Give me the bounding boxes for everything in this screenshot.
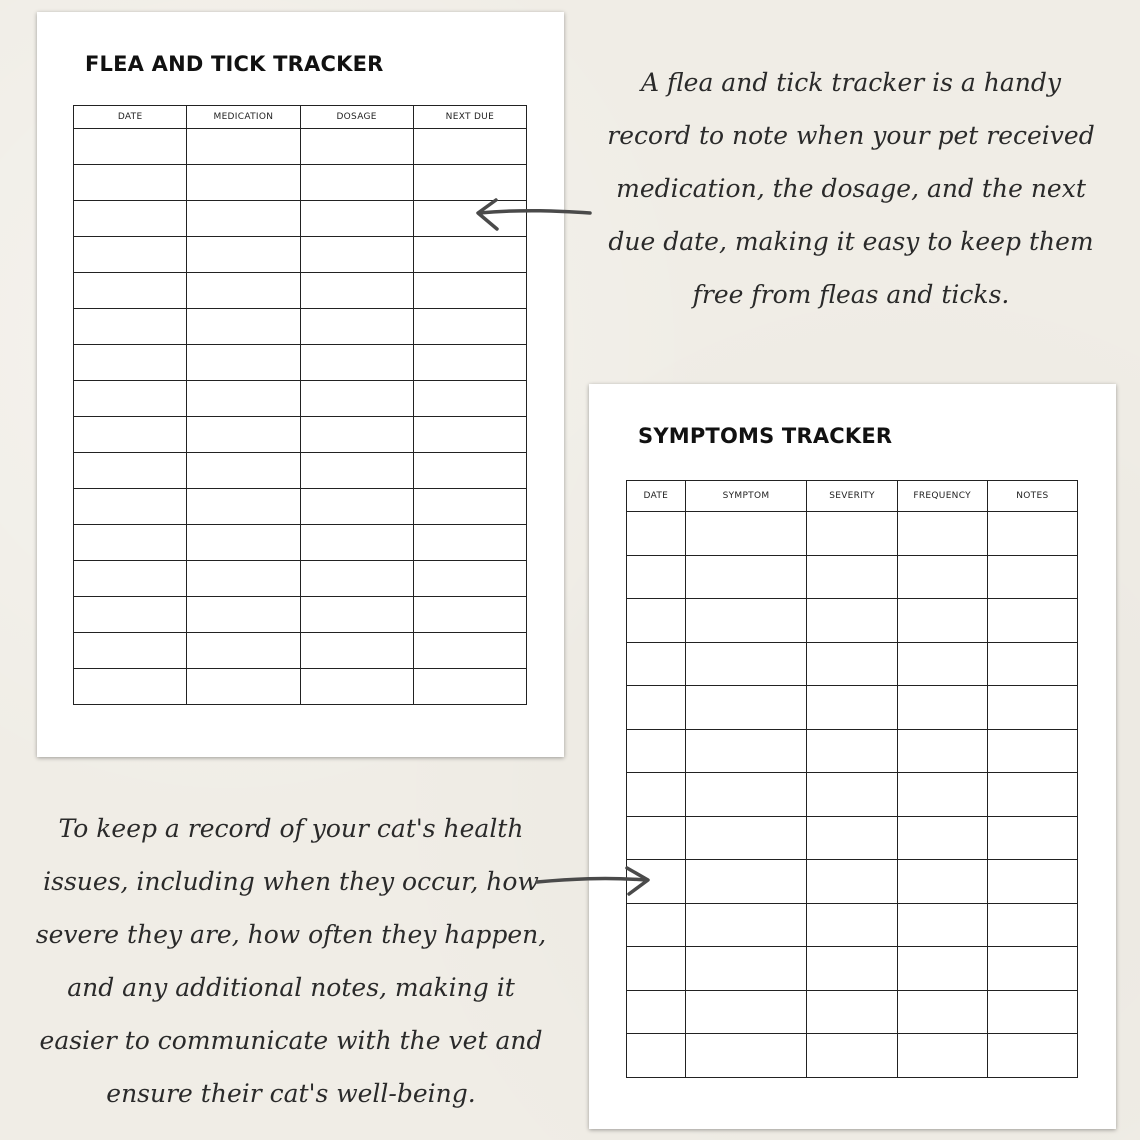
table-cell[interactable] bbox=[627, 773, 686, 817]
flea-tracker-title: FLEA AND TICK TRACKER bbox=[85, 52, 384, 76]
table-row bbox=[74, 597, 527, 633]
table-cell[interactable] bbox=[74, 165, 187, 201]
table-cell[interactable] bbox=[627, 860, 686, 904]
table-cell[interactable] bbox=[897, 990, 987, 1034]
table-cell[interactable] bbox=[300, 309, 413, 345]
table-row bbox=[627, 990, 1078, 1034]
table-row bbox=[627, 773, 1078, 817]
table-cell[interactable] bbox=[627, 686, 686, 730]
table-cell[interactable] bbox=[74, 453, 187, 489]
table-cell[interactable] bbox=[897, 773, 987, 817]
table-cell[interactable] bbox=[987, 599, 1077, 643]
table-cell[interactable] bbox=[187, 669, 300, 705]
table-cell[interactable] bbox=[627, 642, 686, 686]
table-row bbox=[627, 729, 1078, 773]
column-header-next-due: NEXT DUE bbox=[413, 106, 526, 129]
table-cell[interactable] bbox=[897, 555, 987, 599]
table-cell[interactable] bbox=[300, 525, 413, 561]
table-header-row bbox=[74, 106, 527, 129]
table-row bbox=[627, 860, 1078, 904]
table-cell[interactable] bbox=[300, 417, 413, 453]
table-cell[interactable] bbox=[685, 729, 807, 773]
table-cell[interactable] bbox=[187, 597, 300, 633]
column-header-medication: MEDICATION bbox=[187, 106, 300, 129]
table-cell[interactable] bbox=[413, 669, 526, 705]
table-cell[interactable] bbox=[627, 816, 686, 860]
flea-tracker-rows bbox=[74, 129, 527, 705]
table-cell[interactable] bbox=[897, 860, 987, 904]
table-cell[interactable] bbox=[74, 381, 187, 417]
table-cell[interactable] bbox=[987, 642, 1077, 686]
table-cell[interactable] bbox=[413, 561, 526, 597]
table-cell[interactable] bbox=[807, 555, 897, 599]
table-cell[interactable] bbox=[187, 561, 300, 597]
table-row bbox=[74, 273, 527, 309]
table-cell[interactable] bbox=[807, 860, 897, 904]
flea-tick-tracker-sheet bbox=[37, 12, 564, 757]
table-cell[interactable] bbox=[187, 165, 300, 201]
table-row bbox=[627, 947, 1078, 991]
arrow-icon bbox=[0, 0, 1, 1]
table-cell[interactable] bbox=[187, 381, 300, 417]
table-cell[interactable] bbox=[897, 903, 987, 947]
table-cell[interactable] bbox=[897, 642, 987, 686]
table-cell[interactable] bbox=[74, 345, 187, 381]
table-row bbox=[627, 686, 1078, 730]
table-cell[interactable] bbox=[807, 773, 897, 817]
table-cell[interactable] bbox=[187, 453, 300, 489]
table-cell[interactable] bbox=[413, 165, 526, 201]
table-cell[interactable] bbox=[74, 273, 187, 309]
symptoms-tracker-description: To keep a record of your cat's health issues, including when they occur, how severe they are, how often they happen, and any additional notes, making it easier to communicate with the vet and ensure their cat's well-being. bbox=[35, 814, 547, 1108]
table-cell[interactable] bbox=[627, 729, 686, 773]
table-cell[interactable] bbox=[987, 860, 1077, 904]
column-header-notes: NOTES bbox=[987, 481, 1077, 512]
column-header-symptom: SYMPTOM bbox=[685, 481, 807, 512]
table-cell[interactable] bbox=[187, 129, 300, 165]
table-row bbox=[74, 309, 527, 345]
flea-tracker-table bbox=[73, 105, 527, 705]
table-row bbox=[74, 633, 527, 669]
table-cell[interactable] bbox=[187, 309, 300, 345]
table-cell[interactable] bbox=[987, 686, 1077, 730]
table-cell[interactable] bbox=[807, 686, 897, 730]
table-cell[interactable] bbox=[413, 201, 526, 237]
table-cell[interactable] bbox=[685, 773, 807, 817]
symptoms-tracker-rows bbox=[627, 512, 1078, 1078]
table-row bbox=[74, 237, 527, 273]
table-cell[interactable] bbox=[807, 903, 897, 947]
table-row bbox=[74, 669, 527, 705]
symptoms-tracker-table bbox=[626, 480, 1078, 1078]
table-cell[interactable] bbox=[807, 599, 897, 643]
table-cell[interactable] bbox=[74, 129, 187, 165]
table-cell[interactable] bbox=[897, 1034, 987, 1078]
table-cell[interactable] bbox=[897, 729, 987, 773]
symptoms-tracker-title: SYMPTOMS TRACKER bbox=[638, 424, 893, 448]
table-row bbox=[627, 642, 1078, 686]
table-cell[interactable] bbox=[300, 273, 413, 309]
table-cell[interactable] bbox=[987, 729, 1077, 773]
table-cell[interactable] bbox=[685, 1034, 807, 1078]
table-cell[interactable] bbox=[413, 525, 526, 561]
table-cell[interactable] bbox=[413, 381, 526, 417]
table-row bbox=[627, 555, 1078, 599]
table-cell[interactable] bbox=[807, 1034, 897, 1078]
table-cell[interactable] bbox=[627, 1034, 686, 1078]
table-cell[interactable] bbox=[413, 345, 526, 381]
table-row bbox=[627, 816, 1078, 860]
table-row bbox=[74, 345, 527, 381]
table-cell[interactable] bbox=[807, 729, 897, 773]
table-cell[interactable] bbox=[987, 816, 1077, 860]
column-header-date: DATE bbox=[627, 481, 686, 512]
table-cell[interactable] bbox=[413, 129, 526, 165]
table-cell[interactable] bbox=[987, 990, 1077, 1034]
table-cell[interactable] bbox=[74, 561, 187, 597]
table-row bbox=[74, 201, 527, 237]
table-cell[interactable] bbox=[897, 686, 987, 730]
table-cell[interactable] bbox=[897, 599, 987, 643]
table-row bbox=[74, 165, 527, 201]
table-cell[interactable] bbox=[413, 309, 526, 345]
table-cell[interactable] bbox=[897, 816, 987, 860]
table-row bbox=[627, 1034, 1078, 1078]
table-cell[interactable] bbox=[685, 990, 807, 1034]
table-cell[interactable] bbox=[413, 417, 526, 453]
table-cell[interactable] bbox=[187, 525, 300, 561]
table-cell[interactable] bbox=[627, 947, 686, 991]
table-cell[interactable] bbox=[300, 129, 413, 165]
table-cell[interactable] bbox=[685, 860, 807, 904]
column-header-date: DATE bbox=[74, 106, 187, 129]
table-cell[interactable] bbox=[627, 512, 686, 556]
table-cell[interactable] bbox=[413, 597, 526, 633]
table-cell[interactable] bbox=[74, 669, 187, 705]
table-row bbox=[74, 453, 527, 489]
table-cell[interactable] bbox=[74, 525, 187, 561]
table-cell[interactable] bbox=[987, 773, 1077, 817]
table-cell[interactable] bbox=[627, 555, 686, 599]
table-cell[interactable] bbox=[987, 903, 1077, 947]
table-cell[interactable] bbox=[987, 947, 1077, 991]
table-cell[interactable] bbox=[300, 561, 413, 597]
table-cell[interactable] bbox=[300, 633, 413, 669]
table-cell[interactable] bbox=[685, 816, 807, 860]
table-header-row bbox=[627, 481, 1078, 512]
table-cell[interactable] bbox=[627, 990, 686, 1034]
table-cell[interactable] bbox=[413, 273, 526, 309]
table-cell[interactable] bbox=[74, 417, 187, 453]
table-cell[interactable] bbox=[685, 686, 807, 730]
table-cell[interactable] bbox=[187, 633, 300, 669]
symptoms-tracker-sheet bbox=[589, 384, 1116, 1129]
table-row bbox=[627, 903, 1078, 947]
table-cell[interactable] bbox=[685, 512, 807, 556]
table-cell[interactable] bbox=[300, 345, 413, 381]
table-cell[interactable] bbox=[685, 947, 807, 991]
table-cell[interactable] bbox=[807, 947, 897, 991]
table-cell[interactable] bbox=[300, 237, 413, 273]
table-row bbox=[74, 129, 527, 165]
column-header-frequency: FREQUENCY bbox=[897, 481, 987, 512]
table-cell[interactable] bbox=[74, 237, 187, 273]
table-cell[interactable] bbox=[807, 512, 897, 556]
table-cell[interactable] bbox=[685, 555, 807, 599]
table-cell[interactable] bbox=[187, 273, 300, 309]
table-cell[interactable] bbox=[987, 1034, 1077, 1078]
table-cell[interactable] bbox=[74, 309, 187, 345]
table-cell[interactable] bbox=[685, 642, 807, 686]
table-cell[interactable] bbox=[300, 165, 413, 201]
table-row bbox=[627, 599, 1078, 643]
table-row bbox=[74, 381, 527, 417]
table-row bbox=[74, 561, 527, 597]
table-cell[interactable] bbox=[300, 669, 413, 705]
table-cell[interactable] bbox=[300, 453, 413, 489]
table-cell[interactable] bbox=[74, 597, 187, 633]
table-cell[interactable] bbox=[187, 489, 300, 525]
table-cell[interactable] bbox=[187, 417, 300, 453]
table-cell[interactable] bbox=[74, 633, 187, 669]
table-cell[interactable] bbox=[300, 597, 413, 633]
table-row bbox=[74, 417, 527, 453]
table-row bbox=[74, 525, 527, 561]
column-header-dosage: DOSAGE bbox=[300, 106, 413, 129]
table-row bbox=[627, 512, 1078, 556]
table-cell[interactable] bbox=[187, 201, 300, 237]
table-cell[interactable] bbox=[987, 555, 1077, 599]
table-cell[interactable] bbox=[300, 381, 413, 417]
table-cell[interactable] bbox=[807, 816, 897, 860]
table-cell[interactable] bbox=[807, 642, 897, 686]
table-cell[interactable] bbox=[74, 489, 187, 525]
table-cell[interactable] bbox=[627, 599, 686, 643]
table-cell[interactable] bbox=[627, 903, 686, 947]
table-cell[interactable] bbox=[987, 512, 1077, 556]
table-cell[interactable] bbox=[897, 947, 987, 991]
table-cell[interactable] bbox=[685, 599, 807, 643]
flea-tracker-description: A flea and tick tracker is a handy record to note when your pet received medication, the dosage, and the next due date, making it easy to keep them free from fleas and ticks. bbox=[607, 68, 1095, 309]
table-cell[interactable] bbox=[413, 489, 526, 525]
table-cell[interactable] bbox=[74, 201, 187, 237]
table-cell[interactable] bbox=[413, 237, 526, 273]
table-cell[interactable] bbox=[807, 990, 897, 1034]
table-cell[interactable] bbox=[685, 903, 807, 947]
table-row bbox=[74, 489, 527, 525]
table-cell[interactable] bbox=[300, 489, 413, 525]
table-cell[interactable] bbox=[187, 345, 300, 381]
table-cell[interactable] bbox=[413, 633, 526, 669]
table-cell[interactable] bbox=[897, 512, 987, 556]
table-cell[interactable] bbox=[300, 201, 413, 237]
table-cell[interactable] bbox=[187, 237, 300, 273]
column-header-severity: SEVERITY bbox=[807, 481, 897, 512]
table-cell[interactable] bbox=[413, 453, 526, 489]
